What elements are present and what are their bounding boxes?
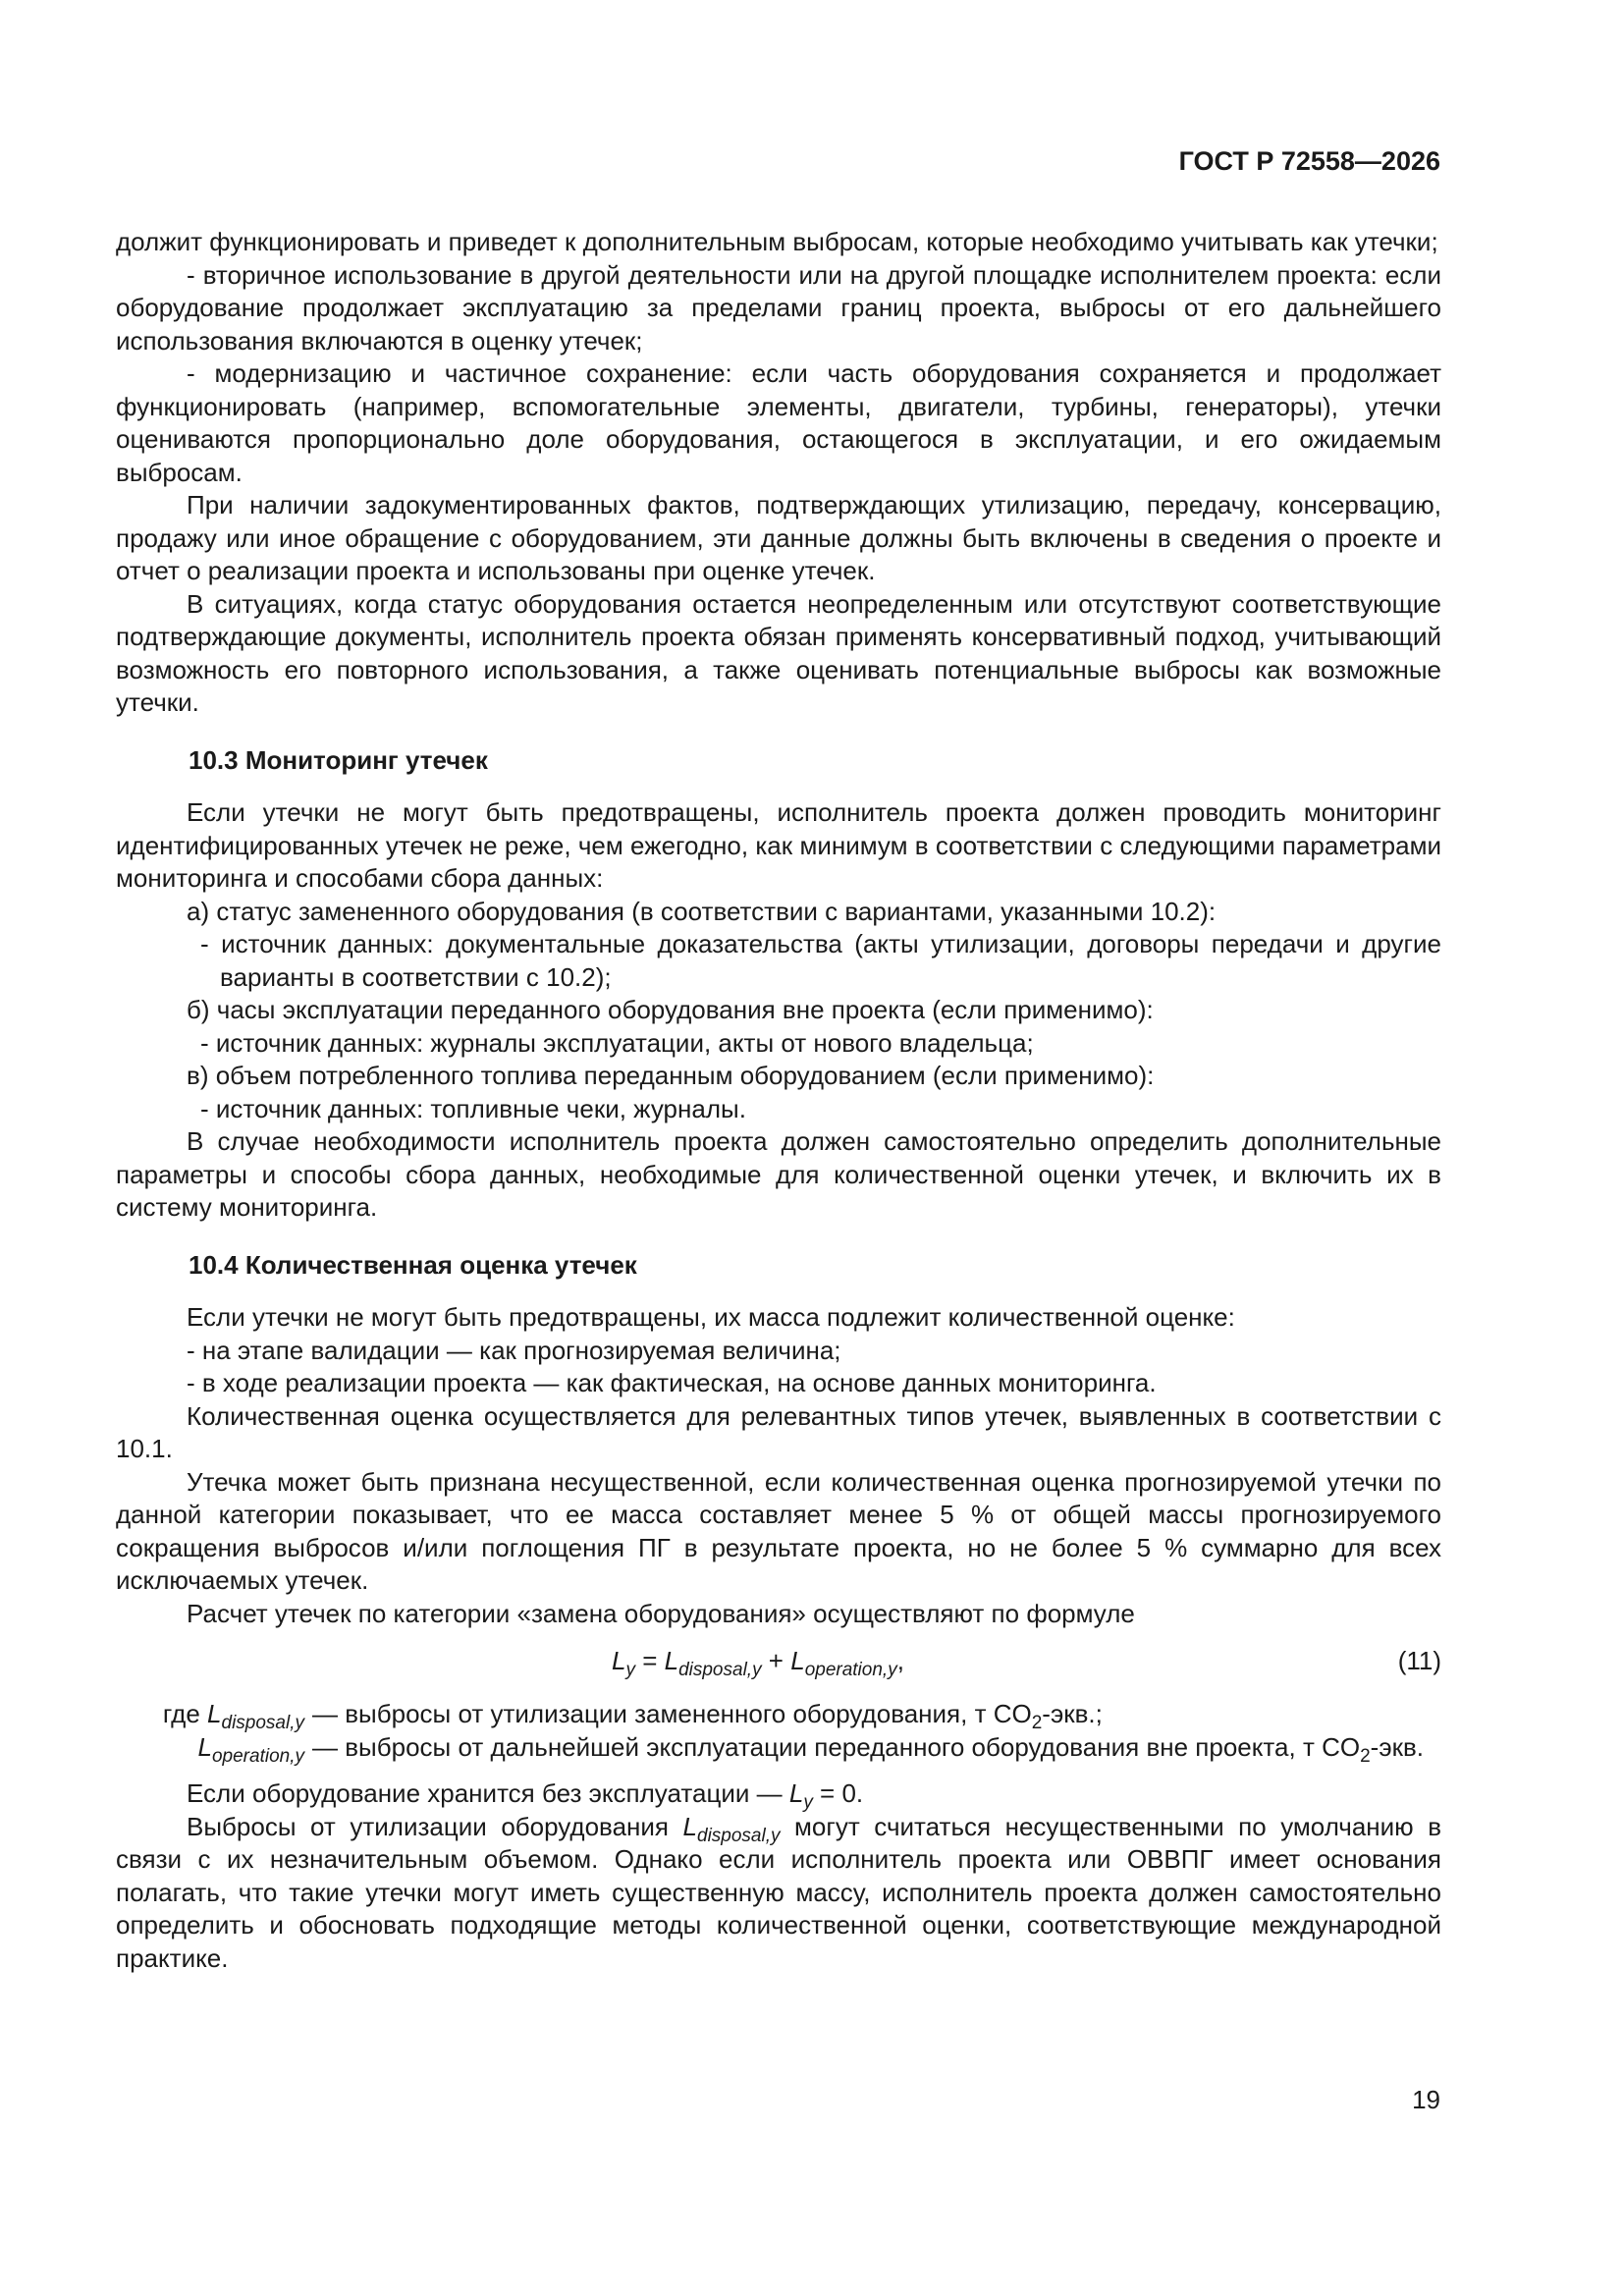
paragraph: Если утечки не могут быть предотвращены, их масса подлежит количественной оценке: (187, 1302, 1235, 1332)
list-item: - в ходе реализации проекта — как фактическая, на основе данных мониторинга. (187, 1368, 1157, 1397)
paragraph: - вторичное использование в другой деятельности или на другой площадке исполнителем проекта: если оборудование продолжает эксплуатацию за пределами границ проекта, выбросы от его дальнейшего использования включаются в оценку утечек; (116, 259, 1441, 355)
formula-expression: $L_y = L_{disposal,y} + L_{operation,y}$, (612, 1646, 904, 1680)
formula-legend (116, 1698, 1441, 1767)
formula-number: (11) (1397, 1646, 1441, 1675)
paragraph: - модернизацию и частичное сохранение: если часть оборудования сохраняется и продолжает функционировать (например, вспомогательные элементы, двигатели, турбины, генераторы), утечки оцениваются пропорционально доле оборудования, остающегося в эксплуатации, и его ожидаемым выбросам. (116, 358, 1441, 487)
paragraph: Утечка может быть признана несущественной, если количественная оценка прогнозируемой утечки по данной категории показывает, что ее масса составляет менее 5 % от общей массы прогнозируемого сокращения выбросов и/или поглощения ПГ в результате проекта, но не более 5 % суммарно для всех исключаемых утечек. (116, 1466, 1441, 1595)
paragraph: В ситуациях, когда статус оборудования остается неопределенным или отсутствуют соответствующие подтверждающие документы, исполнитель проекта обязан применять консервативный подход, учитывающий возможность его повторного использования, а также оценивать потенциальные выбросы как возможные утечки. (116, 588, 1441, 717)
list-item: в) объем потребленного топлива переданным оборудованием (если применимо): (187, 1061, 1155, 1090)
legend-term: $L_{operation,y}$ (197, 1731, 304, 1767)
legend-term: где $L_{disposal,y}$ (162, 1699, 304, 1733)
section-heading-10-3: 10.3 Мониторинг утечек (189, 744, 488, 775)
paragraph: При наличии задокументированных фактов, подтверждающих утилизацию, передачу, консервацию, продажу или иное обращение с оборудованием, эти данные должны быть включены в сведения о проекте и отчет о реализации проекта и использованы при оценке утечек. (116, 490, 1441, 585)
paragraph: должит функционировать и приведет к дополнительным выбросам, которые необходимо учитывать как утечки; (116, 227, 1438, 256)
section-heading-10-4: 10.4 Количественная оценка утечек (189, 1249, 637, 1280)
list-item: б) часы эксплуатации переданного оборудования вне проекта (если применимо): (187, 995, 1154, 1024)
legend-definition: — выбросы от дальнейшей эксплуатации переданного оборудования вне проекта, т $CO_2$-экв. (312, 1731, 1425, 1767)
paragraph: Выбросы от утилизации оборудования $L_{disposal,y}$ могут считаться несущественными по умолчанию в связи с их незначительным объемом. Однако если исполнитель проекта или ОВВПГ имеет основания полагать, что такие утечки могут иметь существенную массу, исполнитель проекта должен самостоятельно определить и обосновать подходящие методы количественной оценки, соответствующие международной практике. (116, 1811, 1442, 1973)
list-subitem: - источник данных: топливные чеки, журналы. (200, 1093, 746, 1123)
page-body (116, 226, 1441, 1975)
paragraph: В случае необходимости исполнитель проекта должен самостоятельно определить дополнительные параметры и способы сбора данных, необходимые для количественной оценки утечек, и включить их в систему мониторинга. (116, 1126, 1441, 1222)
paragraph: Расчет утечек по категории «замена оборудования» осуществляют по формуле (187, 1598, 1135, 1628)
list-item: а) статус замененного оборудования (в соответствии с вариантами, указанными 10.2): (187, 896, 1217, 926)
paragraph: Количественная оценка осуществляется для релевантных типов утечек, выявленных в соответствии с 10.1. (116, 1400, 1441, 1463)
list-subitem: - источник данных: журналы эксплуатации, акты от нового владельца; (200, 1027, 1034, 1058)
list-subitem: - источник данных: документальные доказательства (акты утилизации, договоры передачи и другие варианты в соответствии с 10.2); (200, 929, 1441, 992)
legend-definition: — выбросы от утилизации замененного оборудования, т $CO_2$-экв.; (312, 1699, 1103, 1733)
list-item: - на этапе валидации — как прогнозируемая величина; (187, 1335, 841, 1365)
page-number: 19 (1412, 2085, 1440, 2114)
paragraph: Если утечки не могут быть предотвращены, исполнитель проекта должен проводить мониторинг идентифицированных утечек не реже, чем ежегодно, как минимум в соответствии с следующими параметрами мониторинга и способами сбора данных: (116, 797, 1441, 893)
paragraph: Если оборудование хранится без эксплуатации — $L_y = 0$. (187, 1778, 864, 1813)
formula-11 (116, 1645, 1441, 1684)
document-id: ГОСТ Р 72558—2026 (1178, 146, 1440, 176)
